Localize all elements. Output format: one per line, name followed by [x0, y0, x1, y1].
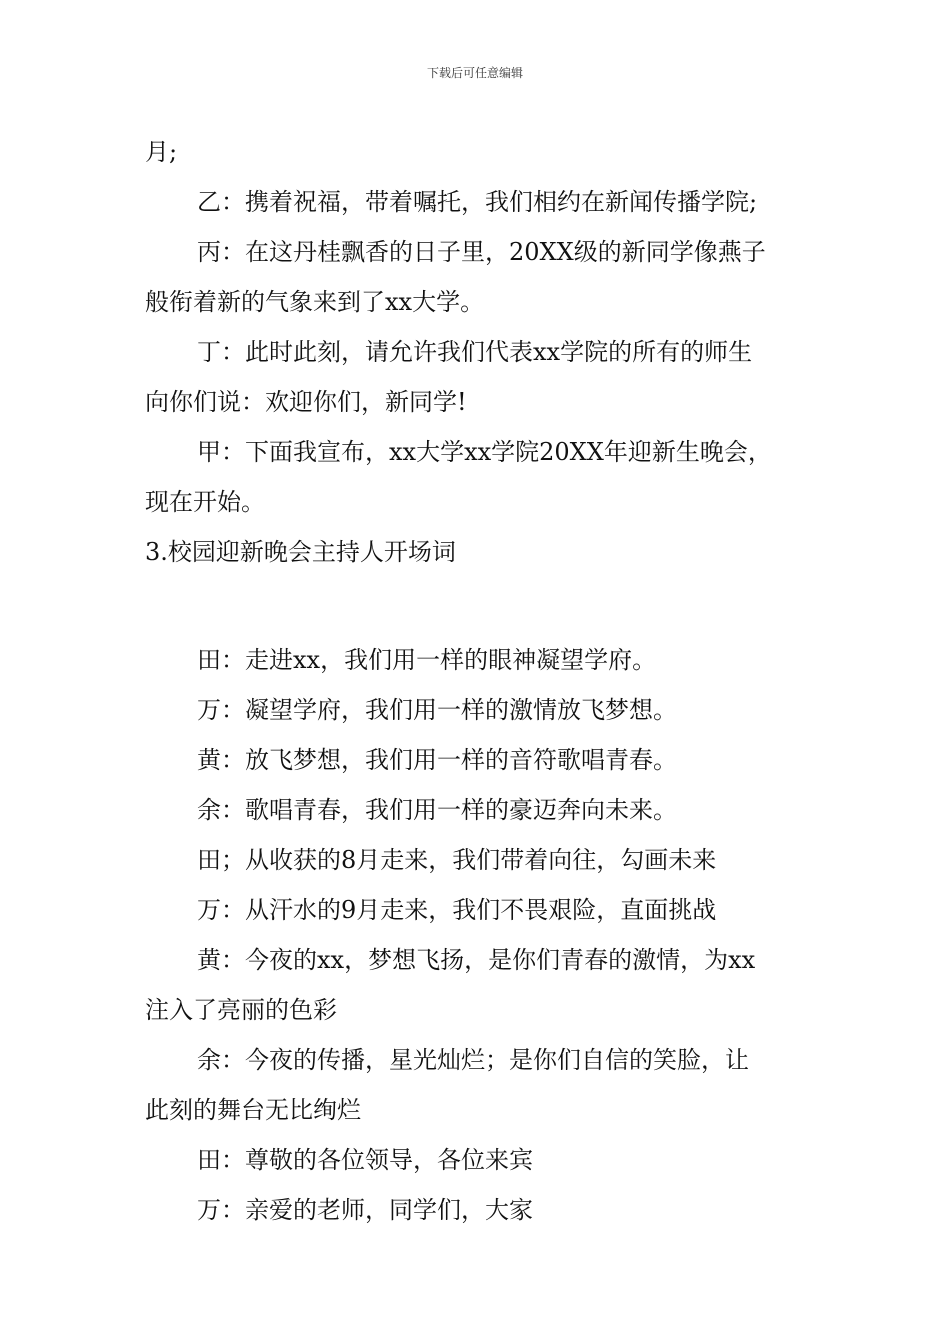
text-line: 此刻的舞台无比绚烂	[145, 1096, 361, 1124]
spacer	[145, 577, 825, 635]
text-line: 注入了亮丽的色彩	[145, 996, 337, 1024]
text-line: 余：今夜的传播，星光灿烂；是你们自信的笑脸，让	[197, 1046, 749, 1074]
text-line: 万：凝望学府，我们用一样的激情放飞梦想。	[197, 696, 677, 724]
text-line: 乙：携着祝福，带着嘱托，我们相约在新闻传播学院;	[197, 188, 758, 216]
text-line: 现在开始。	[145, 488, 265, 516]
document-body	[145, 127, 825, 1235]
text-line: 田：尊敬的各位领导，各位来宾	[197, 1146, 533, 1174]
text-line: 田；从收获的8月走来，我们带着向往，勾画未来	[197, 846, 717, 874]
text-line: 甲：下面我宣布，xx大学xx学院20XX年迎新生晚会，	[197, 438, 772, 466]
text-line: 月;	[145, 138, 178, 166]
text-line: 黄：今夜的xx，梦想飞扬，是你们青春的激情，为xx	[197, 946, 756, 974]
text-line: 田：走进xx，我们用一样的眼神凝望学府。	[197, 646, 657, 674]
paragraphs-before-heading	[145, 127, 825, 527]
paragraphs-after-heading	[145, 635, 825, 1235]
text-line: 万：亲爱的老师，同学们，大家	[197, 1196, 533, 1224]
text-line: 般衔着新的气象来到了xx大学。	[145, 288, 485, 316]
text-line: 丙：在这丹桂飘香的日子里，20XX级的新同学像燕子	[197, 238, 766, 266]
section-heading: 3.校园迎新晚会主持人开场词	[145, 538, 456, 566]
text-line: 万：从汗水的9月走来，我们不畏艰险，直面挑战	[197, 896, 717, 924]
text-line: 黄：放飞梦想，我们用一样的音符歌唱青春。	[197, 746, 677, 774]
text-line: 丁：此时此刻，请允许我们代表xx学院的所有的师生	[197, 338, 753, 366]
text-line: 余：歌唱青春，我们用一样的豪迈奔向未来。	[197, 796, 677, 824]
text-line: 向你们说：欢迎你们，新同学!	[145, 388, 467, 416]
page-header: 下载后可任意编辑	[426, 66, 523, 80]
